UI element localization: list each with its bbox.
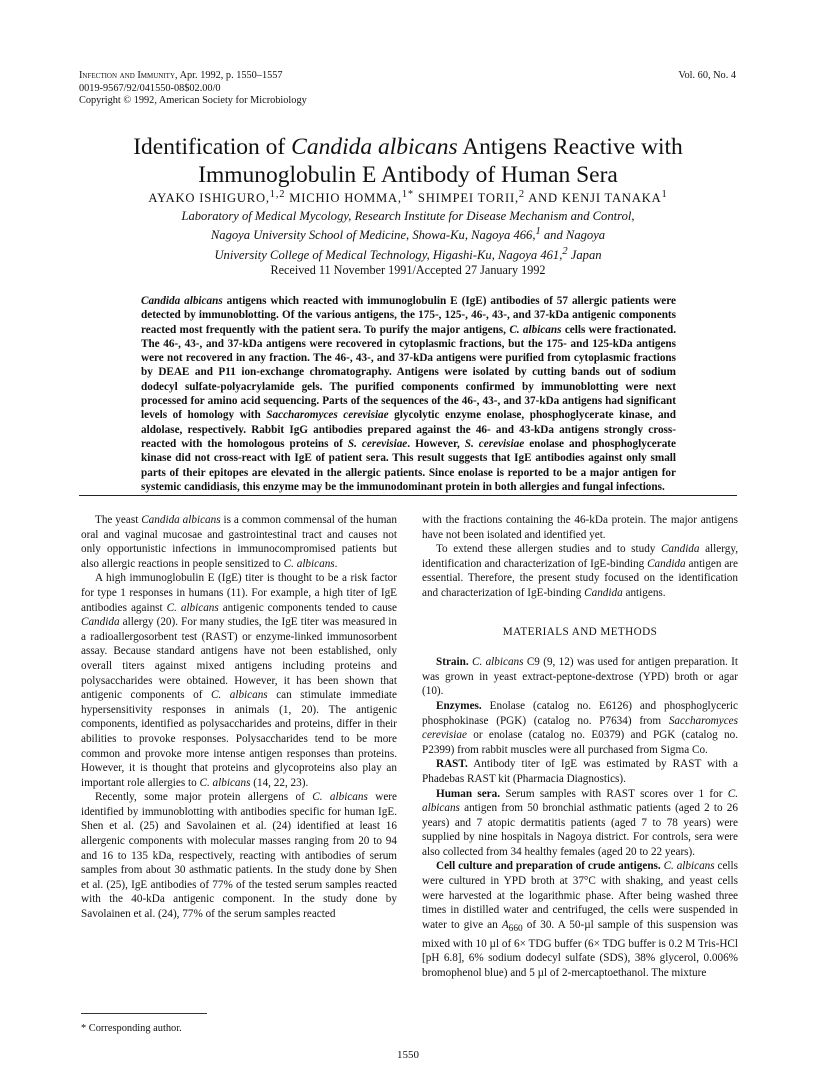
run-in-heading: Cell culture and preparation of crude antigens. [436, 860, 661, 873]
text: Serum samples with RAST scores over 1 for [500, 787, 728, 800]
text: . [334, 557, 338, 570]
author-affil-mark: 2 [518, 189, 525, 200]
genus-name: Candida [584, 586, 623, 599]
footnote: * Corresponding author. [81, 1023, 182, 1034]
run-in-heading: Strain. [436, 656, 469, 669]
affiliation-mark: 1 [535, 226, 541, 238]
run-in-heading: Enzymes. [436, 699, 482, 712]
species-name: Saccharomyces cerevisiae [266, 409, 389, 422]
text: antigenic components tended to cause [218, 601, 397, 614]
journal-header [79, 70, 307, 108]
species-name: C. albicans [283, 557, 335, 570]
text: of 30. A 50-µl sample of this suspension was mixed with 10 µl of 6× TDG buffer (6× TDG buffer is 0.2 M Tris-HCl [pH 6.8], 6% sodium dodecyl sulfate (SDS), 38% glycerol, 0.006% bromophenol blue) and 5 µl of 2-mercaptoethanol. The mixture [422, 918, 738, 979]
paragraph [422, 787, 738, 860]
species-name: C. albicans [199, 776, 251, 789]
paragraph [81, 513, 397, 571]
text: A high immunoglobulin E (IgE) titer is thought to be a risk factor for type 1 responses in humans (11). For example, a high titer of IgE antibodies against [81, 572, 397, 614]
abstract-text: . However, [407, 437, 465, 450]
author-name: MICHIO HOMMA, [285, 191, 402, 206]
text: Antibody titer of IgE was estimated by RAST with a Phadebas RAST kit (Pharmacia Diagnostics). [422, 758, 738, 785]
species-name: Saccharomyces cerevisiae [422, 714, 738, 742]
species-name: C. albicans [471, 656, 524, 669]
absorbance-symbol: A [501, 918, 509, 931]
species-name: C. albicans [663, 860, 715, 873]
left-column [81, 513, 397, 922]
text: can stimulate immediate hypersensitivity responses in animals (1, 20). The antigenic components, identified as polysaccharides and proteins, differ in their abilities to provoke responses. Polysaccharides tend to be more common and provoke more intense antigen responses than proteins. However, it is thought that proteins and glycoproteins also play an important role allergies to [81, 689, 398, 789]
author-affil-mark: 1* [401, 189, 414, 200]
paragraph [422, 655, 738, 699]
text: were identified by immunoblotting with antibodies specific for human IgE. Shen et al. (25) and Savolainen et al. (24) identified at least 16 allergenic components with molecular masses ranging from 20 to 94 and 16 to 135 kDa, respectively, reacting with antibodies of serum samples from about 30 asthmatic patients. In the study done by Shen et al. (25), IgE antibodies of 77% of the tested serum samples reacted with the 40-kDa antigenic component. In the study done by Savolainen et al. (24), 77% of the serum samples reacted [81, 791, 397, 921]
footnote-divider [81, 1013, 207, 1014]
page-number: 1550 [397, 1049, 419, 1061]
text: (14, 22, 23). [250, 776, 309, 789]
paragraph [422, 859, 738, 980]
species-name: C. albicans [509, 323, 562, 336]
author-name: AND KENJI TANAKA [524, 191, 662, 206]
species-name: C. albicans [166, 601, 219, 614]
species-name: C. albicans [422, 787, 739, 815]
species-name: C. albicans [210, 689, 268, 702]
affiliation-line: University College of Medical Technology, Higashi-Ku, Nagoya 461, [214, 247, 563, 262]
affiliation-line: Nagoya University School of Medicine, Showa-Ku, Nagoya 466, [210, 228, 536, 243]
paragraph [422, 699, 738, 757]
affiliation-line: Japan [567, 247, 602, 262]
text: C9 (9, 12) was used for antigen preparation. It was grown in yeast extract-peptone-dextrose (YPD) broth or agar (10). [422, 656, 739, 698]
affiliation-line: and Nagoya [540, 228, 606, 243]
title-text: Antigens Reactive with [457, 134, 683, 160]
author-affil-mark: 1 [661, 189, 668, 200]
text: To extend these allergen studies and to study [436, 543, 661, 556]
title-line-2: Immunoglobulin E Antibody of Human Sera [198, 162, 618, 188]
article-code: 0019-9567/92/041550-08$02.00/0 [79, 82, 221, 94]
text: Recently, some major protein allergens of [95, 791, 313, 804]
copyright-line: Copyright © 1992, American Society for Microbiology [79, 95, 307, 107]
species-name: Candida [81, 616, 120, 629]
affiliations [120, 209, 696, 263]
genus-name: Candida [660, 543, 700, 556]
affiliation-line: Laboratory of Medical Mycology, Research Institute for Disease Mechanism and Control, [181, 209, 635, 223]
abstract [141, 294, 676, 494]
abstract-divider [79, 495, 737, 496]
text: allergy, identification and characterization of IgE-binding [422, 543, 738, 570]
author-name: SHIMPEI TORII, [413, 191, 519, 206]
issue-date-pages: , Apr. 1992, p. 1550–1557 [175, 70, 283, 81]
text: cells were cultured in YPD broth at 37°C with shaking, and yeast cells were harvested at the logarithmic phase. After being washed three times in distilled water and centrifuged, the cells were suspended in water to give an [422, 860, 738, 931]
paragraph: with the fractions containing the 46-kDa protein. The major antigens have not been isolated and identified yet. [422, 514, 738, 541]
article-title [60, 133, 756, 189]
author-name: AYAKO ISHIGURO, [148, 191, 270, 206]
abstract-text: enolase and phosphoglycerate kinase did not cross-react with IgE of patient sera. This result suggests that IgE antibodies against only small parts of their epitopes are elevated in the allergic patients. Since enolase is reported to be a major antigen for systemic candidiasis, this enzyme may be the immunodominant protein in both allergies and fungal infections. [141, 437, 676, 493]
text: or enolase (catalog no. E0379) and PGK (catalog no. P2399) from rabbit muscles were all purchased from Sigma Co. [422, 729, 738, 756]
species-name: Candida albicans [141, 514, 221, 526]
text: is a common commensal of the human oral and vaginal mucosae and gastrointestinal tract and causes not only opportunistic infections in immunocompromised patients but also allergic reactions in people sensitized to [81, 514, 397, 570]
paragraph [81, 790, 397, 921]
text: Enolase (catalog no. E6126) and phosphoglyceric phosphokinase (PGK) (catalog no. P7634) from [422, 699, 738, 727]
paragraph [81, 571, 397, 790]
absorbance-wavelength: 660 [508, 924, 523, 935]
paragraph [422, 542, 738, 600]
abstract-text: cells were fractionated. The 46-, 43-, and 37-kDa antigens were recovered in cytoplasmic fractions, but the 175- and 125-kDa antigens were not recovered in any fraction. The 46-, 43-, and 37-kDa antigens were purified from cytoplasmic fractions by DEAE and P11 ion-exchange chromatography. Antigens were isolated by cutting bands out of sodium dodecyl sulfate-polyacrylamide gels. The purified components confirmed by immunoblotting were next processed for amino acid sequencing. Parts of the sequences of the 46-, 43-, and 37-kDa antigens had significant levels of homology with [141, 323, 676, 422]
species-name: C. albicans [312, 791, 368, 804]
volume-issue: Vol. 60, No. 4 [678, 70, 736, 81]
species-name: S. cerevisiae [347, 437, 408, 450]
text: The yeast [95, 514, 142, 526]
run-in-heading: Human sera. [436, 787, 501, 800]
affiliation-mark: 2 [562, 245, 568, 257]
section-heading: MATERIALS AND METHODS [502, 625, 658, 638]
text: antigens. [622, 586, 666, 599]
right-column [422, 513, 738, 980]
species-name: S. cerevisiae [464, 437, 525, 450]
paragraph [422, 757, 738, 786]
author-affil-mark: 1,2 [269, 189, 286, 200]
journal-name: Infection and Immunity [79, 70, 176, 81]
text: antigen are essential. Therefore, the present study focused on the identification and characterization of IgE-binding [422, 557, 738, 599]
species-name: Candida albicans [141, 295, 223, 307]
text: antigen from 50 bronchial asthmatic patients (aged 2 to 26 years) and 7 atopic dermatitis patients (aged 7 to 78 years) were supplied by nine hospitals in Nagoya district. For controls, sera were also collected from 34 healthy females (aged 20 to 22 years). [422, 802, 738, 858]
text: allergy (20). For many studies, the IgE titer was measured in a radioallergosorbent test (RAST) or enzyme-linked immunosorbent assay. Because standard antigens have not been established, only overall titers against mixed antigens including proteins and polysaccharides were obtained. However, it has been shown that antigenic components of [81, 616, 397, 702]
title-species: Candida albicans [291, 134, 458, 160]
genus-name: Candida [647, 557, 686, 570]
title-text: Identification of [133, 134, 292, 160]
abstract-text: glycolytic enzyme enolase, phosphoglycerate kinase, and aldolase, respectively. Rabbit IgG antibodies prepared against the 46- and 43-kDa antigens strongly cross-reacted with the homologous proteins of [141, 409, 676, 450]
author-list [60, 189, 756, 206]
received-dates: Received 11 November 1991/Accepted 27 January 1992 [270, 263, 546, 277]
run-in-heading: RAST. [436, 758, 468, 771]
abstract-text: antigens which reacted with immunoglobulin E (IgE) antibodies of 57 allergic patients were detected by immunoblotting. Of the various antigens, the 175-, 125-, 46-, 43-, and 37-kDa antigenic components reacted most frequently with the patient sera. To purify the major antigens, [141, 295, 676, 336]
